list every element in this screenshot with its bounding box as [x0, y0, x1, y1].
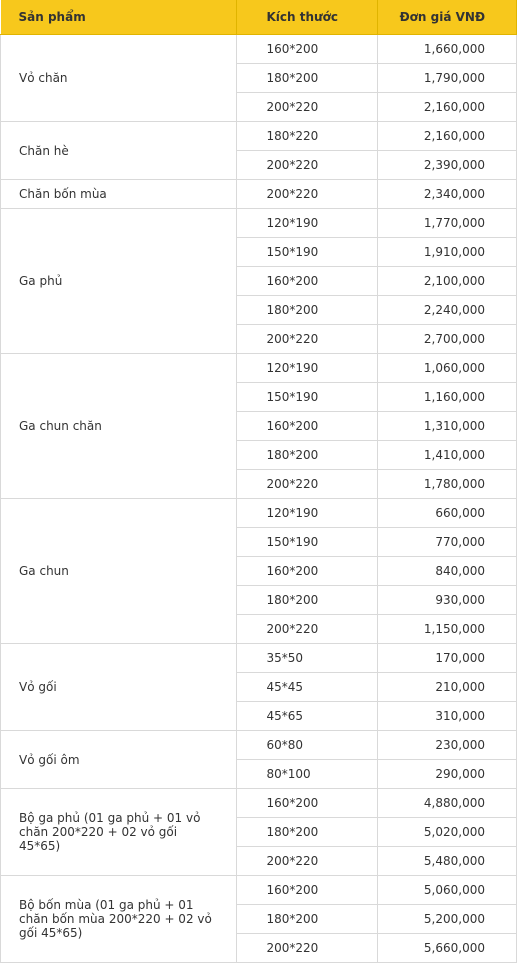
size-cell: 150*190 — [236, 528, 377, 557]
size-cell: 180*200 — [236, 296, 377, 325]
price-cell: 310,000 — [377, 702, 517, 731]
size-cell: 120*190 — [236, 209, 377, 238]
table-row — [1, 209, 517, 238]
price-cell: 5,060,000 — [377, 876, 517, 905]
size-cell: 160*200 — [236, 267, 377, 296]
price-cell: 660,000 — [377, 499, 517, 528]
price-cell: 1,790,000 — [377, 64, 517, 93]
size-cell: 180*200 — [236, 818, 377, 847]
price-cell: 840,000 — [377, 557, 517, 586]
table-row — [1, 876, 517, 905]
price-cell: 210,000 — [377, 673, 517, 702]
size-cell: 35*50 — [236, 644, 377, 673]
product-name-cell: Chăn hè — [1, 122, 237, 180]
table-row — [1, 122, 517, 151]
product-name-cell: Vỏ gối — [1, 644, 237, 731]
price-cell: 170,000 — [377, 644, 517, 673]
table-row — [1, 499, 517, 528]
product-name-cell: Bộ ga phủ (01 ga phủ + 01 vỏ chăn 200*220 + 02 vỏ gối 45*65) — [1, 789, 237, 876]
price-cell: 290,000 — [377, 760, 517, 789]
price-cell: 230,000 — [377, 731, 517, 760]
size-cell: 45*65 — [236, 702, 377, 731]
price-cell: 1,410,000 — [377, 441, 517, 470]
table-row — [1, 35, 517, 64]
size-cell: 200*220 — [236, 934, 377, 963]
product-name-cell: Chăn bốn mùa — [1, 180, 237, 209]
product-name-cell: Vỏ chăn — [1, 35, 237, 122]
price-cell: 2,100,000 — [377, 267, 517, 296]
size-cell: 120*190 — [236, 499, 377, 528]
price-cell: 5,660,000 — [377, 934, 517, 963]
header-size: Kích thước — [236, 0, 377, 35]
price-cell: 2,340,000 — [377, 180, 517, 209]
price-cell: 1,770,000 — [377, 209, 517, 238]
size-cell: 80*100 — [236, 760, 377, 789]
product-name-cell: Ga chun — [1, 499, 237, 644]
price-cell: 5,480,000 — [377, 847, 517, 876]
table-header-row — [1, 0, 517, 35]
price-cell: 1,910,000 — [377, 238, 517, 267]
size-cell: 200*220 — [236, 151, 377, 180]
size-cell: 180*220 — [236, 122, 377, 151]
table-row — [1, 354, 517, 383]
price-cell: 5,020,000 — [377, 818, 517, 847]
price-cell: 1,660,000 — [377, 35, 517, 64]
size-cell: 120*190 — [236, 354, 377, 383]
size-cell: 160*200 — [236, 789, 377, 818]
table-row — [1, 731, 517, 760]
table-row — [1, 789, 517, 818]
price-cell: 1,060,000 — [377, 354, 517, 383]
price-cell: 2,390,000 — [377, 151, 517, 180]
size-cell: 200*220 — [236, 470, 377, 499]
size-cell: 160*200 — [236, 35, 377, 64]
price-cell: 2,160,000 — [377, 122, 517, 151]
size-cell: 200*220 — [236, 847, 377, 876]
price-cell: 1,310,000 — [377, 412, 517, 441]
size-cell: 200*220 — [236, 93, 377, 122]
product-name-cell: Vỏ gối ôm — [1, 731, 237, 789]
size-cell: 160*200 — [236, 557, 377, 586]
size-cell: 180*200 — [236, 905, 377, 934]
price-cell: 770,000 — [377, 528, 517, 557]
product-name-cell: Bộ bốn mùa (01 ga phủ + 01 chăn bốn mùa 200*220 + 02 vỏ gối 45*65) — [1, 876, 237, 963]
table-row — [1, 644, 517, 673]
price-cell: 2,700,000 — [377, 325, 517, 354]
product-name-cell: Ga chun chăn — [1, 354, 237, 499]
price-cell: 930,000 — [377, 586, 517, 615]
header-price: Đơn giá VNĐ — [377, 0, 517, 35]
table-body — [1, 35, 517, 963]
size-cell: 180*200 — [236, 64, 377, 93]
size-cell: 200*220 — [236, 180, 377, 209]
size-cell: 180*200 — [236, 441, 377, 470]
price-cell: 1,150,000 — [377, 615, 517, 644]
price-cell: 1,780,000 — [377, 470, 517, 499]
size-cell: 150*190 — [236, 383, 377, 412]
size-cell: 200*220 — [236, 615, 377, 644]
price-cell: 1,160,000 — [377, 383, 517, 412]
size-cell: 150*190 — [236, 238, 377, 267]
size-cell: 180*200 — [236, 586, 377, 615]
table-row — [1, 180, 517, 209]
price-cell: 2,240,000 — [377, 296, 517, 325]
size-cell: 200*220 — [236, 325, 377, 354]
price-cell: 2,160,000 — [377, 93, 517, 122]
product-name-cell: Ga phủ — [1, 209, 237, 354]
header-product: Sản phẩm — [1, 0, 237, 35]
size-cell: 45*45 — [236, 673, 377, 702]
size-cell: 60*80 — [236, 731, 377, 760]
price-cell: 4,880,000 — [377, 789, 517, 818]
size-cell: 160*200 — [236, 412, 377, 441]
price-cell: 5,200,000 — [377, 905, 517, 934]
size-cell: 160*200 — [236, 876, 377, 905]
